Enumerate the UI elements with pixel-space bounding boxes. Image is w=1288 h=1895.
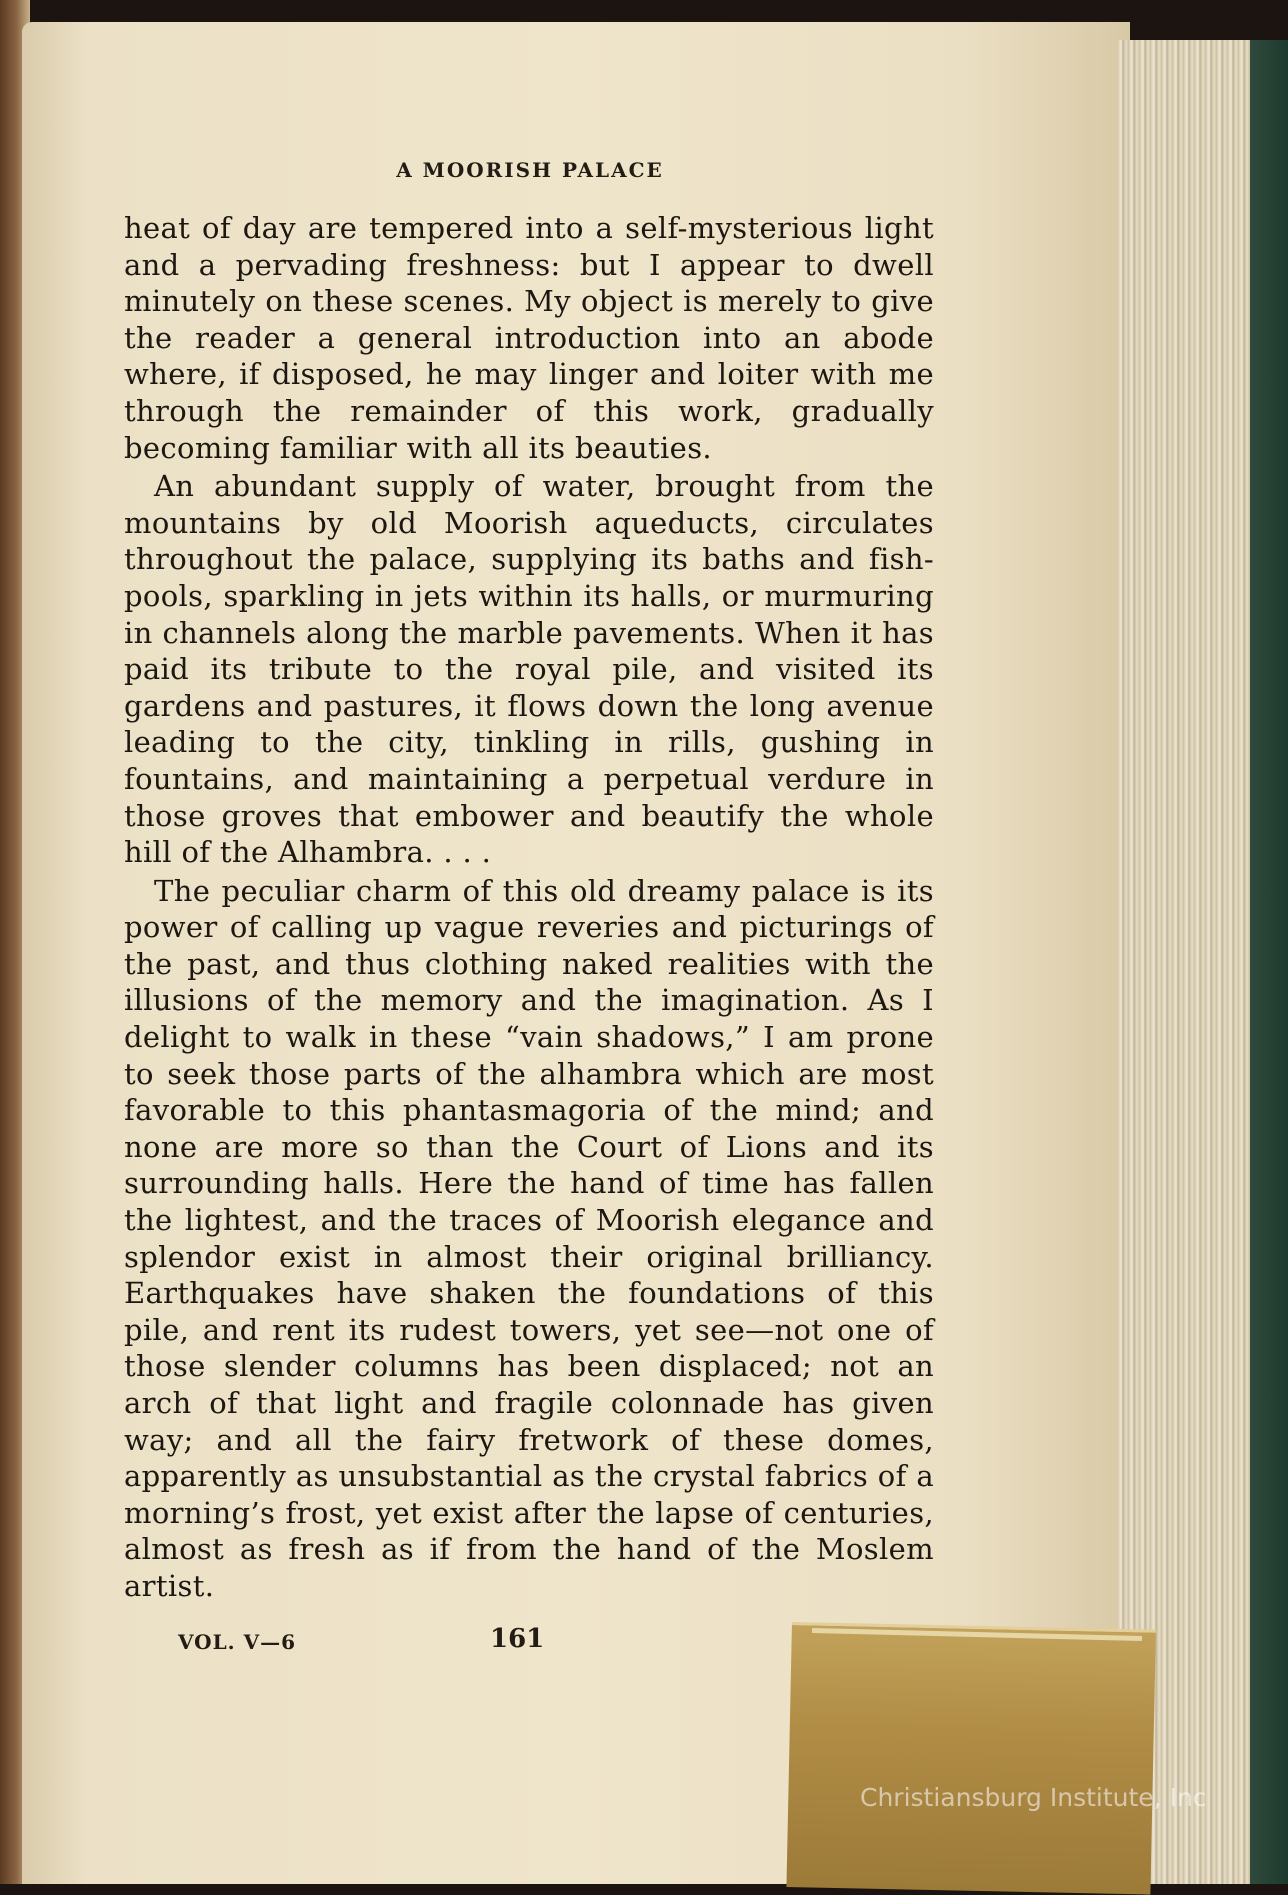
watermark: Christiansburg Institute, Inc: [860, 1783, 1207, 1812]
paragraph-2: An abundant supply of water, brought from the mountains by old Moorish aqueducts, circulates throughout the palace, supplying its baths and fish-pools, sparkling in jets within its halls, or murmuring in channels along the marble pavements. When it has paid its tribute to the royal pile, and visited its gardens and pastures, it flows down the long avenue leading to the city, tinkling in rills, gushing in fountains, and maintaining a perpetual verdure in those groves that embower and beautify the whole hill of the Alhambra. . . .: [124, 469, 934, 870]
book-cover-edge: [1250, 40, 1288, 1884]
body-text: [124, 210, 934, 1605]
running-head: A MOORISH PALACE: [396, 158, 664, 182]
bookmark-card: [786, 1622, 1155, 1895]
page-number: 161: [490, 1624, 545, 1654]
paragraph-3: The peculiar charm of this old dreamy palace is its power of calling up vague reveries and picturings of the past, and thus clothing naked realities with the illusions of the memory and the imagination. As I delight to walk in these “vain shadows,” I am prone to seek those parts of the alhambra which are most favorable to this phantasmagoria of the mind; and none are more so than the Court of Lions and its surrounding halls. Here the hand of time has fallen the lightest, and the traces of Moorish elegance and splendor exist in almost their original brilliancy. Earthquakes have shaken the foundations of this pile, and rent its rudest towers, yet see—not one of those slender columns has been displaced; not an arch of that light and fragile colonnade has given way; and all the fairy fretwork of these domes, apparently as unsubstantial as the crystal fabrics of a morning’s frost, yet exist after the lapse of centuries, almost as fresh as if from the hand of the Moslem artist.: [124, 873, 934, 1603]
page-stack-edge: [1118, 40, 1258, 1884]
signature-mark: VOL. V—6: [178, 1630, 297, 1654]
paragraph-1: heat of day are tempered into a self-mysterious light and a pervading freshness: but I appear to dwell minutely on these scenes. My object is merely to give the reader a general introduction into an abode where, if disposed, he may linger and loiter with me through the remainder of this work, gradually becoming familiar with all its beauties.: [124, 211, 934, 465]
